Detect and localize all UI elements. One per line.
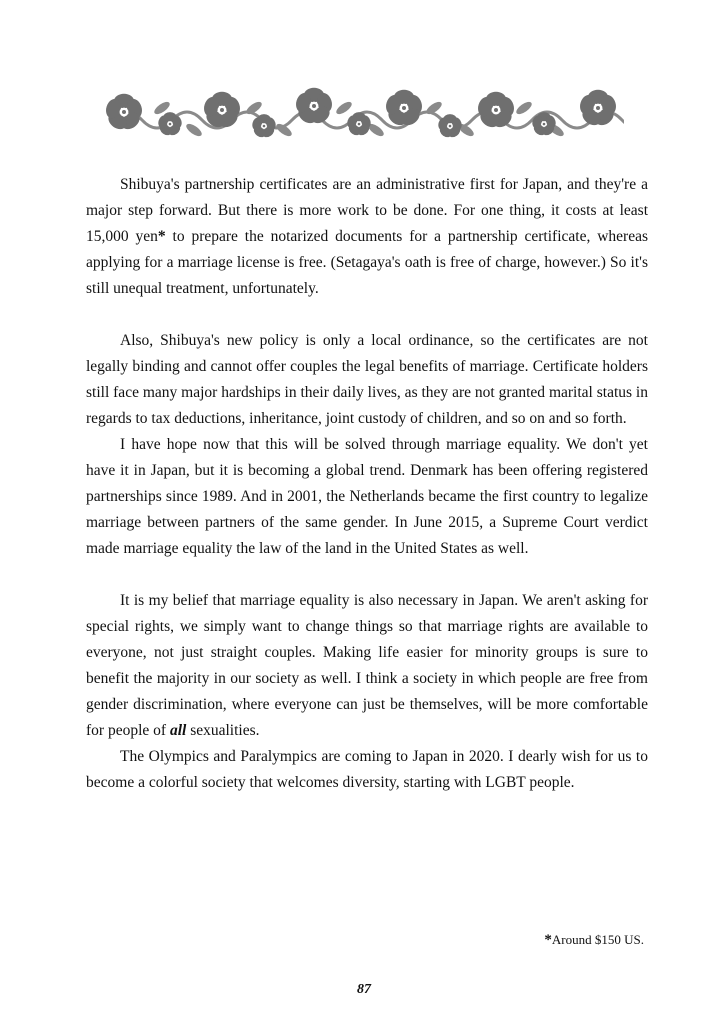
footnote-star: * xyxy=(544,932,552,948)
page-number: 87 xyxy=(357,982,371,997)
emphasis-all: all xyxy=(169,722,187,739)
paragraph-1 xyxy=(86,172,648,302)
paragraph-4-end: sexualities. xyxy=(186,722,260,739)
footnote xyxy=(544,932,644,949)
paragraph-2: Also, Shibuya's new policy is only a local ordinance, so the certificates are not legally binding and cannot offer couples the legal benefits of marriage. Certificate holders still face many major hardships in their daily lives, as they are not granted marital status in regards to tax deductions, inheritance, joint custody of children, and so on and so forth. xyxy=(86,332,648,427)
footnote-marker: * xyxy=(157,228,166,245)
footnote-text: Around $150 US. xyxy=(551,932,644,947)
floral-ornament-icon xyxy=(104,84,624,146)
paragraph-4-start: It is my belief that marriage equality is also necessary in Japan. We aren't asking for special rights, we simply want to change things so that marriage rights are available to everyone, not just straight couples. Making life easier for minority groups is sure to benefit the majority in our society as well. I think a society in which people are free from gender discrimination, where everyone can just be themselves, will be more comfortable for people of xyxy=(86,592,648,739)
paragraph-1-start: Shibuya's partnership certificates are an administrative first for Japan, and they're a major step forward. But there is more work to be done. For one thing, it costs at least 15,000 yen xyxy=(86,176,648,245)
paragraph-1-end: to prepare the notarized documents for a partnership certificate, whereas applying for a marriage license is free. (Setagaya's oath is free of charge, however.) So it's still unequal treatment, unfortunately. xyxy=(86,228,648,297)
paragraph-5: The Olympics and Paralympics are coming to Japan in 2020. I dearly wish for us to become a colorful society that welcomes diversity, starting with LGBT people. xyxy=(86,748,648,791)
body-text xyxy=(86,172,648,796)
paragraph-3: I have hope now that this will be solved through marriage equality. We don't yet have it in Japan, but it is becoming a global trend. Denmark has been offering registered partnerships since 1989. And in 2001, the Netherlands became the first country to legalize marriage between partners of the same gender. In June 2015, a Supreme Court verdict made marriage equality the law of the land in the United States as well. xyxy=(86,436,648,557)
paragraph-4 xyxy=(86,588,648,744)
